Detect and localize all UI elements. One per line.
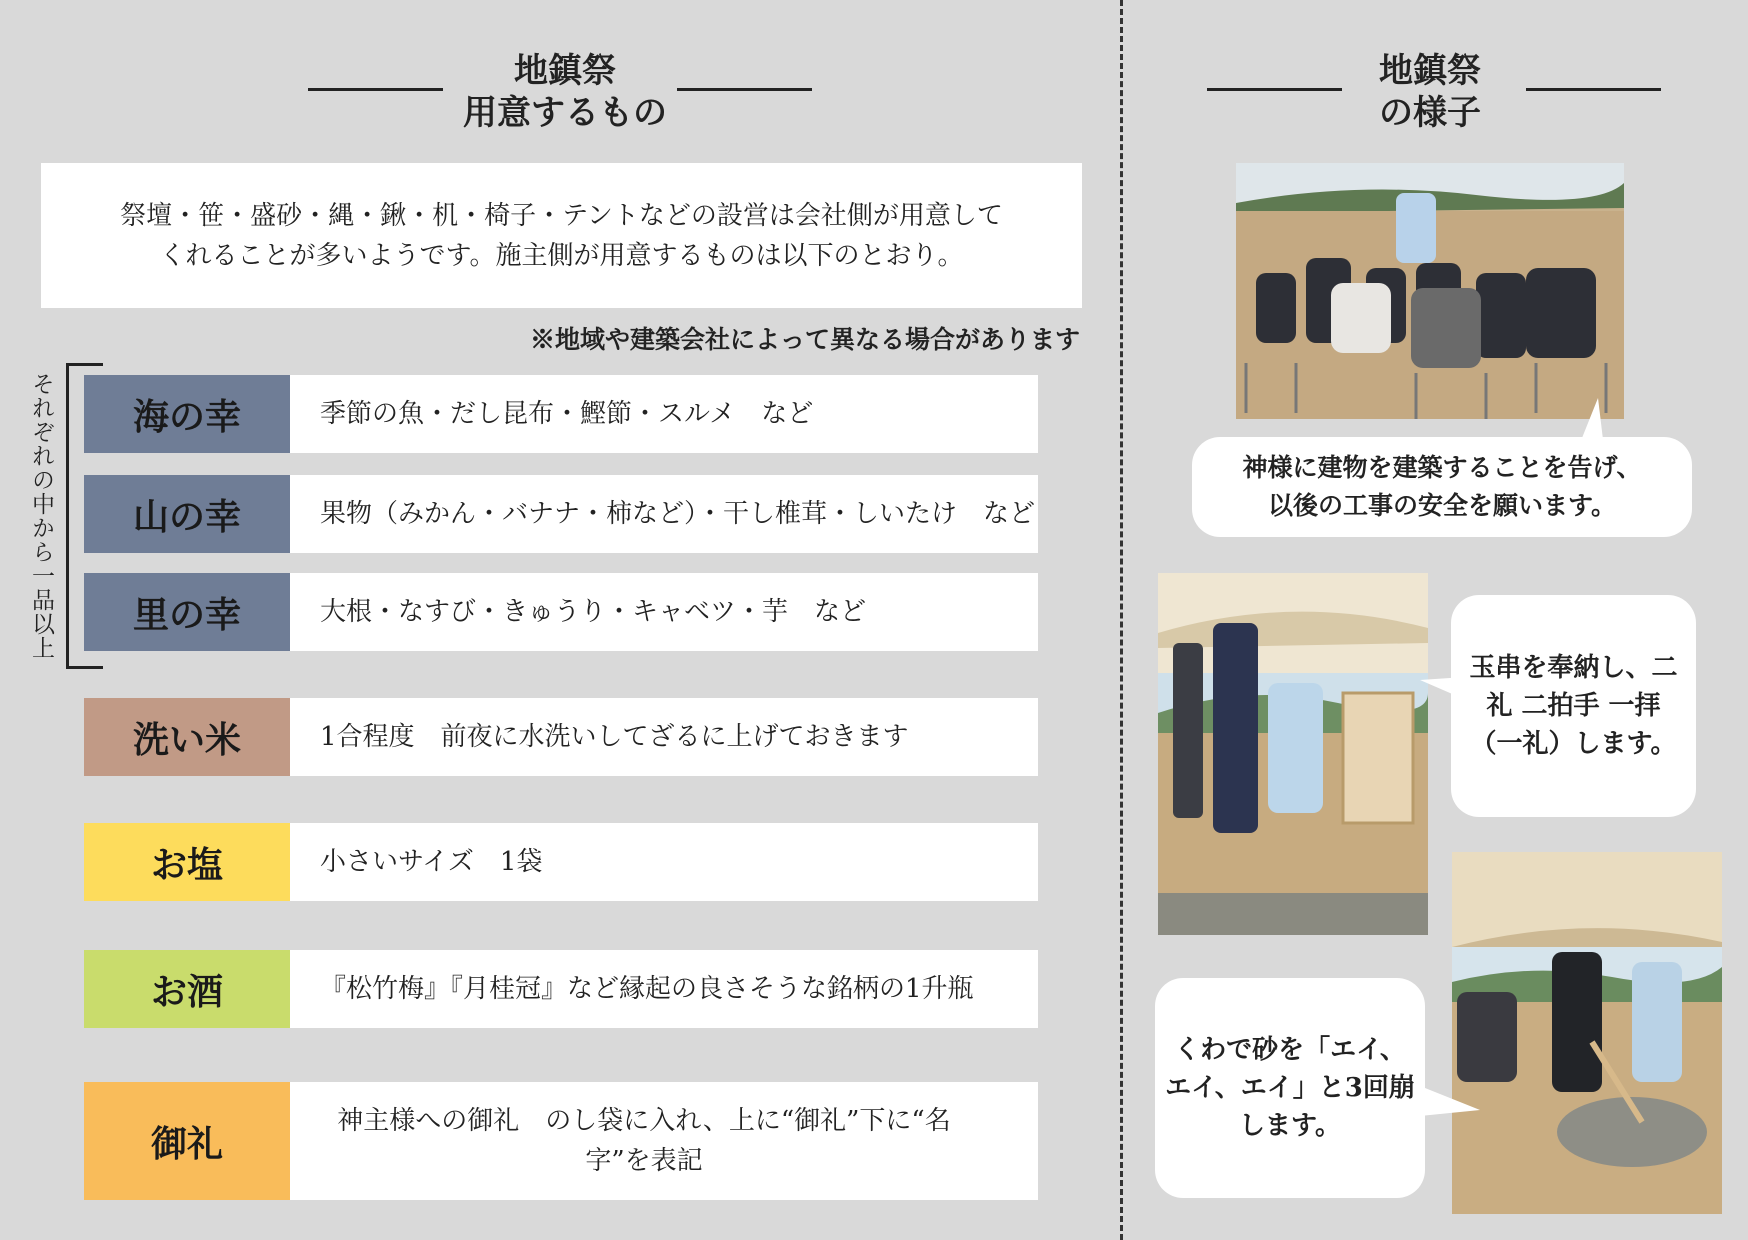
item-row-sake <box>84 950 1038 1028</box>
left-heading <box>420 50 710 134</box>
item-row-sea <box>84 375 1038 453</box>
bubble-tail <box>1420 1080 1480 1120</box>
item-text: 『松竹梅』『月桂冠』など縁起の良さそうな銘柄の1升瓶 <box>320 974 974 1004</box>
item-row-rice <box>84 698 1038 776</box>
heading-rule-left <box>1207 88 1342 91</box>
right-heading-line1: 地鎮祭 <box>1379 51 1481 91</box>
item-label: 御礼 <box>84 1082 290 1200</box>
caption-bubble-3: くわで砂を「エイ、 エイ、エイ」と3回崩 します。 <box>1155 978 1425 1198</box>
heading-rule-right <box>1526 88 1661 91</box>
item-row-mountain <box>84 475 1038 553</box>
item-text: 1合程度 前夜に水洗いしてざるに上げておきます <box>320 722 909 752</box>
caption-bubble-1: 神様に建物を建築することを告げ、 以後の工事の安全を願います。 <box>1192 437 1692 537</box>
vertical-label: それぞれの中から一品以上 <box>28 372 54 660</box>
regional-note: ※地域や建築会社によって異なる場合があります <box>529 325 1080 354</box>
item-label: 里の幸 <box>84 573 290 651</box>
item-label: お酒 <box>84 950 290 1028</box>
item-row-salt <box>84 823 1038 901</box>
item-row-gratitude <box>84 1082 1038 1200</box>
ceremony-seated-photo <box>1236 163 1624 419</box>
item-label: 山の幸 <box>84 475 290 553</box>
item-text: 大根・なすび・きゅうり・キャベツ・芋 など <box>320 597 867 627</box>
item-label: お塩 <box>84 823 290 901</box>
item-text: 小さいサイズ 1袋 <box>320 847 543 877</box>
item-text: 季節の魚・だし昆布・鰹節・スルメ など <box>320 399 814 429</box>
ceremony-offering-photo <box>1158 573 1428 935</box>
item-text: 神主様への御礼 のし袋に入れ、上に“御礼”下に“名 字”を表記 <box>337 1106 951 1176</box>
right-heading-line2: の様子 <box>1379 93 1481 133</box>
page-divider <box>1120 0 1123 1240</box>
left-heading-line1: 地鎮祭 <box>514 51 616 91</box>
item-row-village <box>84 573 1038 651</box>
item-label: 海の幸 <box>84 375 290 453</box>
item-label: 洗い米 <box>84 698 290 776</box>
left-heading-line2: 用意するもの <box>463 93 667 133</box>
right-heading <box>1330 50 1530 134</box>
intro-box: 祭壇・笹・盛砂・縄・鍬・机・椅子・テントなどの設営は会社側が用意して くれることが多いようです。施主側が用意するものは以下のとおり。 <box>41 163 1082 308</box>
caption-bubble-2: 玉串を奉納し、二 礼 二拍手 一拝 （一礼）します。 <box>1451 595 1696 817</box>
item-text: 果物（みかん・バナナ・柿など）・干し椎茸・しいたけ など <box>320 499 1036 529</box>
ceremony-hoe-photo <box>1452 852 1722 1214</box>
